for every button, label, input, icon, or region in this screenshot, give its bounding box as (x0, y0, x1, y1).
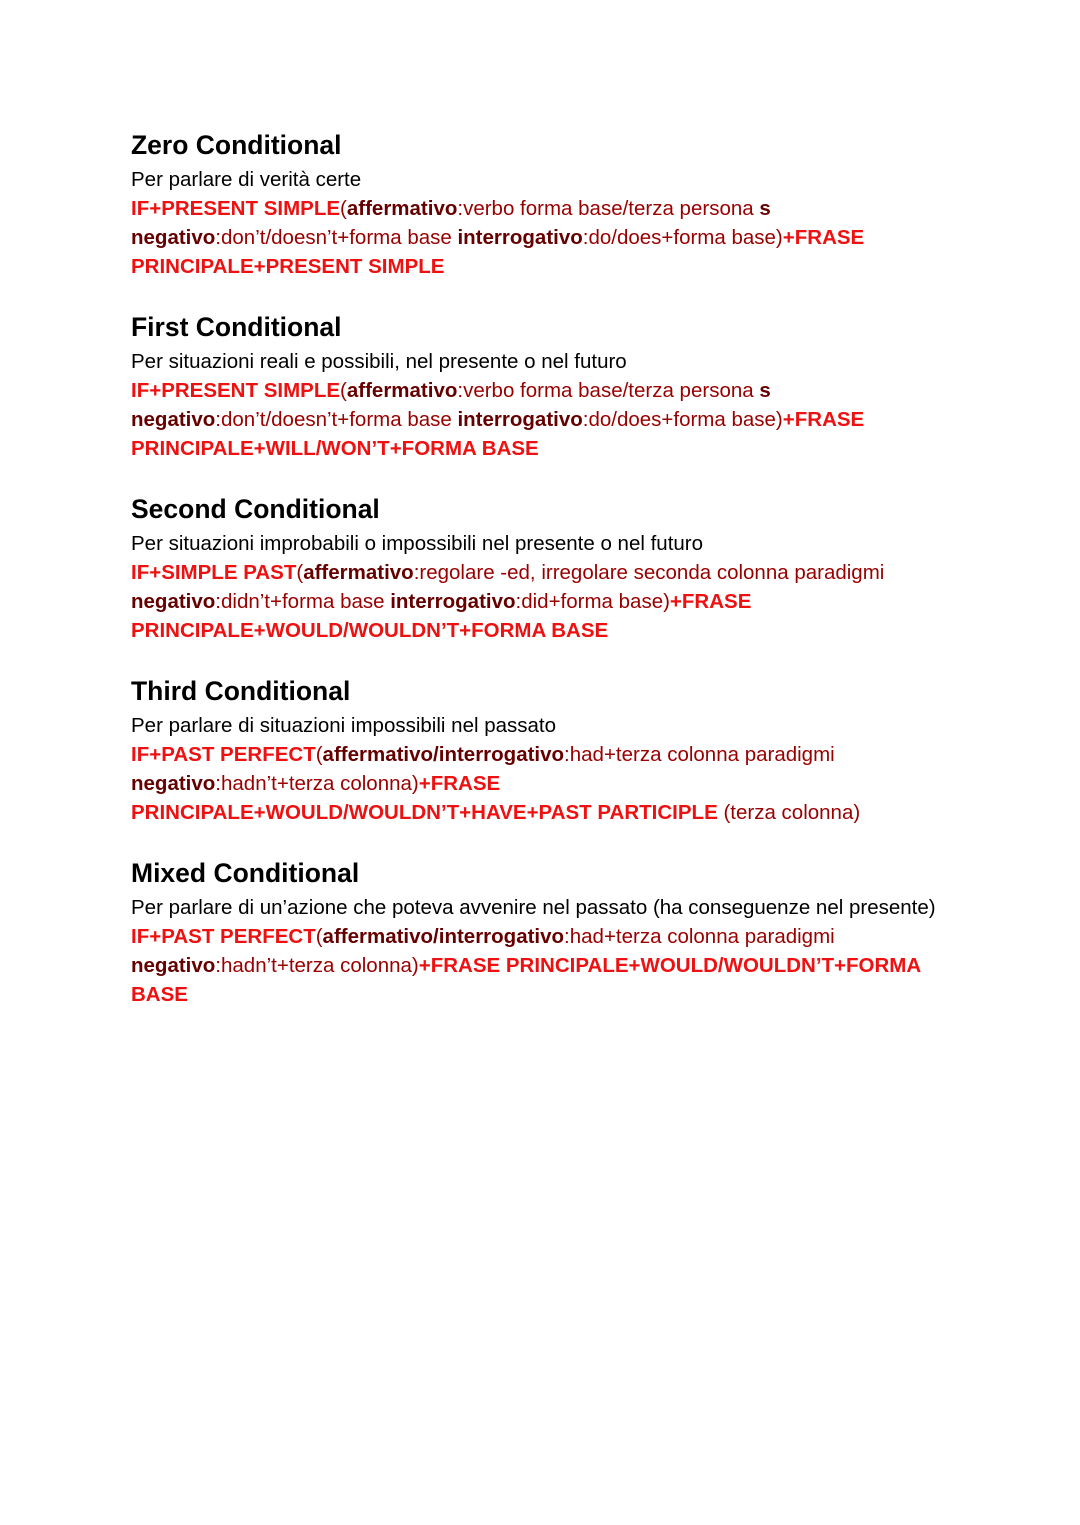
section-title: Third Conditional (131, 676, 351, 706)
negative-label: negativo (131, 954, 216, 977)
document-page (131, 128, 961, 1038)
affirmative-label: affermativo (346, 197, 458, 220)
section-first-conditional (131, 310, 961, 463)
negative-text: :hadn’t+terza colonna) (215, 954, 419, 977)
main-clause: +FRASE PRINCIPALE+PRESENT SIMPLE (131, 226, 865, 278)
section-rule (131, 922, 961, 1009)
negative-label: negativo (131, 590, 216, 613)
affirmative-text: :had+terza colonna paradigmi (564, 743, 835, 766)
negative-label: negativo (131, 226, 216, 249)
if-clause: IF+PAST PERFECT (131, 743, 316, 766)
affirmative-text: :regolare -ed, irregolare seconda colonna paradigmi (413, 561, 885, 584)
section-title: Second Conditional (131, 494, 380, 524)
negative-label: negativo (131, 408, 216, 431)
section-description: Per parlare di verità certe (131, 168, 362, 191)
section-description: Per parlare di situazioni impossibili nel passato (131, 714, 557, 737)
section-description: Per situazioni reali e possibili, nel presente o nel futuro (131, 350, 627, 373)
if-clause: IF+SIMPLE PAST (131, 561, 297, 584)
interrogative-text: :do/does+forma base) (582, 408, 783, 431)
negative-text: :don’t/doesn’t+forma base (215, 408, 458, 431)
interrogative-label: interrogativo (457, 226, 583, 249)
affirmative-text: :had+terza colonna paradigmi (564, 925, 835, 948)
interrogative-label: interrogativo (390, 590, 516, 613)
main-clause: +FRASE PRINCIPALE+WOULD/WOULDN’T+HAVE+PAST PARTICIPLE (131, 772, 718, 824)
if-clause: IF+PAST PERFECT (131, 925, 316, 948)
negative-label: negativo (131, 772, 216, 795)
affirmative-text: :verbo forma base/terza persona (457, 197, 760, 220)
section-rule (131, 194, 961, 281)
interrogative-text: :did+forma base) (515, 590, 670, 613)
section-rule (131, 376, 961, 463)
main-clause: +FRASE PRINCIPALE+WILL/WON’T+FORMA BASE (131, 408, 865, 460)
negative-text: :don’t/doesn’t+forma base (215, 226, 458, 249)
negative-text: :hadn’t+terza colonna) (215, 772, 419, 795)
section-title: Zero Conditional (131, 130, 342, 160)
paren-open: ( (340, 379, 347, 402)
affirmative-label: affermativo/interrogativo (322, 925, 565, 948)
affirmative-text: :verbo forma base/terza persona (457, 379, 760, 402)
paren-open: ( (315, 925, 323, 948)
section-zero-conditional (131, 128, 961, 281)
section-second-conditional (131, 492, 961, 645)
section-title: Mixed Conditional (131, 858, 360, 888)
paren-open: ( (340, 197, 347, 220)
affirmative-s: s (759, 197, 771, 220)
section-rule (131, 558, 961, 645)
interrogative-label: interrogativo (457, 408, 583, 431)
affirmative-label: affermativo (303, 561, 414, 584)
if-clause: IF+PRESENT SIMPLE (131, 197, 341, 220)
if-clause: IF+PRESENT SIMPLE (131, 379, 341, 402)
main-clause: +FRASE PRINCIPALE+WOULD/WOULDN’T+FORMA BASE (131, 590, 752, 642)
interrogative-text: :do/does+forma base) (582, 226, 783, 249)
main-clause: +FRASE PRINCIPALE+WOULD/WOULDN’T+FORMA BASE (131, 954, 921, 1006)
paren-open: ( (296, 561, 304, 584)
affirmative-label: affermativo (346, 379, 458, 402)
section-mixed-conditional (131, 856, 961, 1009)
main-clause-tail: (terza colonna) (717, 801, 861, 824)
section-title: First Conditional (131, 312, 342, 342)
section-third-conditional (131, 674, 961, 827)
section-description: Per parlare di un’azione che poteva avvenire nel passato (ha conseguenze nel presente) (131, 896, 936, 919)
affirmative-s: s (759, 379, 771, 402)
section-rule (131, 740, 961, 827)
affirmative-label: affermativo/interrogativo (322, 743, 565, 766)
section-description: Per situazioni improbabili o impossibili nel presente o nel futuro (131, 532, 704, 555)
paren-open: ( (315, 743, 323, 766)
negative-text: :didn’t+forma base (215, 590, 391, 613)
